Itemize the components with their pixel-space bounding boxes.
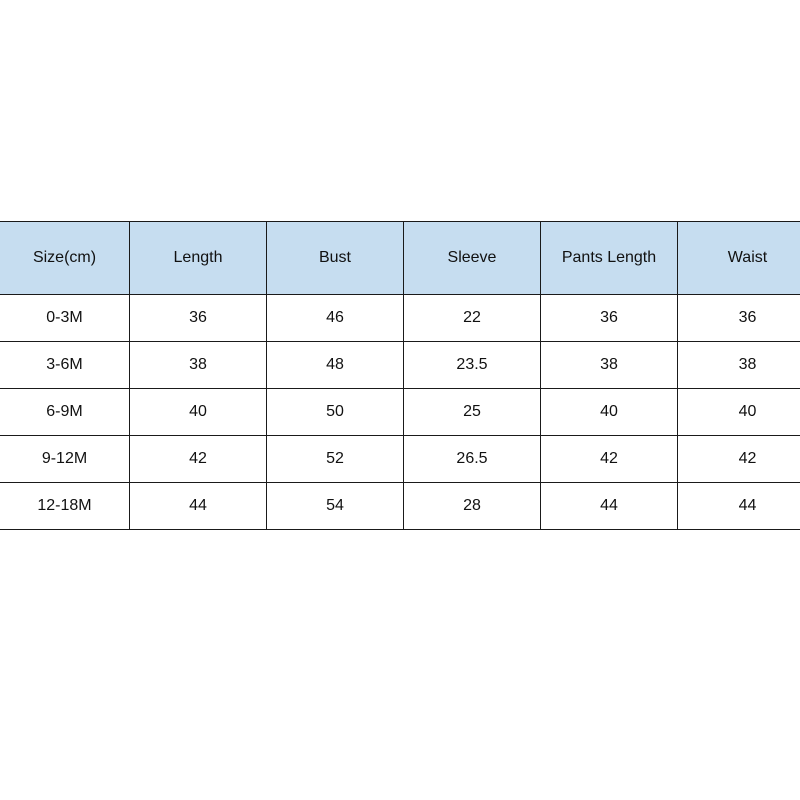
- cell-bust: 54: [267, 483, 404, 530]
- cell-waist: 42: [678, 436, 800, 483]
- cell-pants-length: 38: [541, 342, 678, 389]
- cell-length: 44: [130, 483, 267, 530]
- table-row: [0, 295, 800, 342]
- cell-bust: 48: [267, 342, 404, 389]
- cell-sleeve: 25: [404, 389, 541, 436]
- header-sleeve: Sleeve: [404, 222, 541, 295]
- cell-length: 36: [130, 295, 267, 342]
- cell-waist: 36: [678, 295, 800, 342]
- size-chart-table: [0, 221, 800, 530]
- cell-waist: 38: [678, 342, 800, 389]
- header-pants-length: Pants Length: [541, 222, 678, 295]
- table-header: [0, 222, 800, 295]
- cell-sleeve: 22: [404, 295, 541, 342]
- cell-waist: 40: [678, 389, 800, 436]
- header-waist: Waist: [678, 222, 800, 295]
- table-row: [0, 483, 800, 530]
- cell-pants-length: 44: [541, 483, 678, 530]
- cell-sleeve: 23.5: [404, 342, 541, 389]
- header-length: Length: [130, 222, 267, 295]
- cell-pants-length: 42: [541, 436, 678, 483]
- cell-size: 12-18M: [0, 483, 130, 530]
- cell-pants-length: 40: [541, 389, 678, 436]
- cell-size: 3-6M: [0, 342, 130, 389]
- header-bust: Bust: [267, 222, 404, 295]
- cell-length: 38: [130, 342, 267, 389]
- cell-sleeve: 28: [404, 483, 541, 530]
- cell-sleeve: 26.5: [404, 436, 541, 483]
- cell-length: 42: [130, 436, 267, 483]
- cell-size: 6-9M: [0, 389, 130, 436]
- table-body: [0, 295, 800, 530]
- table-row: [0, 342, 800, 389]
- cell-size: 0-3M: [0, 295, 130, 342]
- cell-bust: 50: [267, 389, 404, 436]
- cell-waist: 44: [678, 483, 800, 530]
- table-row: [0, 389, 800, 436]
- cell-length: 40: [130, 389, 267, 436]
- cell-bust: 46: [267, 295, 404, 342]
- header-row: [0, 222, 800, 295]
- cell-size: 9-12M: [0, 436, 130, 483]
- table-row: [0, 436, 800, 483]
- header-size: Size(cm): [0, 222, 130, 295]
- cell-bust: 52: [267, 436, 404, 483]
- cell-pants-length: 36: [541, 295, 678, 342]
